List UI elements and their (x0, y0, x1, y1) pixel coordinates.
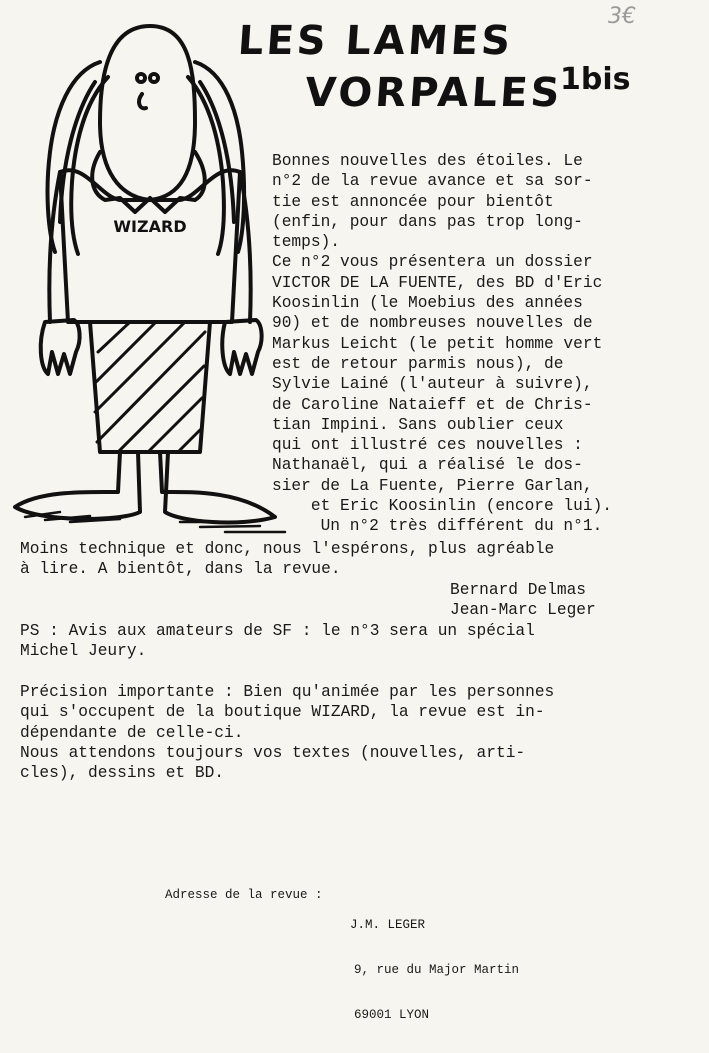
text-line: sier de La Fuente, Pierre Garlan, (272, 476, 593, 495)
eye-left (137, 74, 145, 82)
head (100, 26, 195, 200)
text-line: dépendante de celle-ci. (20, 723, 244, 742)
address-block (165, 888, 520, 1022)
address-city: 69001 LYON (354, 1008, 430, 1022)
eye-right (150, 74, 158, 82)
text-line: tian Impini. Sans oublier ceux (272, 415, 564, 434)
text-line: (enfin, pour dans pas trop long- (272, 212, 583, 231)
signatures (450, 580, 596, 621)
hand-left (41, 320, 80, 374)
text-line: qui ont illustré ces nouvelles : (272, 436, 583, 455)
hand-right (222, 320, 261, 374)
postscript (20, 621, 535, 662)
text-line: VICTOR DE LA FUENTE, des BD d'Eric (272, 273, 603, 292)
text-line: Un n°2 très différent du n°1. (272, 517, 603, 536)
title-line-2: VORPALES (303, 70, 564, 116)
title-line-1: LES LAMES (236, 18, 515, 64)
foot-left (15, 452, 140, 519)
issue-number: 1bis (560, 62, 631, 97)
closing-paragraph (20, 539, 554, 580)
text-line: tie est annoncée pour bientôt (272, 192, 554, 211)
price-note: 3€ (608, 4, 636, 29)
address-label: Adresse de la revue : (165, 888, 323, 902)
text-line: 90) et de nombreuses nouvelles de (272, 314, 593, 333)
address-name: J.M. LEGER (350, 918, 426, 932)
text-line: n°2 de la revue avance et sa sor- (272, 172, 593, 191)
text-line: Sylvie Lainé (l'auteur à suivre), (272, 375, 593, 394)
shirt (60, 170, 240, 322)
text-line: Michel Jeury. (20, 642, 147, 661)
intro-column (272, 151, 612, 537)
signature-name: Jean-Marc Leger (450, 601, 596, 620)
text-line: temps). (272, 233, 340, 252)
text-line: et Eric Koosinlin (encore lui). (272, 497, 612, 516)
address-street: 9, rue du Major Martin (354, 963, 520, 977)
foot-right (160, 452, 275, 522)
text-line: de Caroline Nataieff et de Chris- (272, 395, 593, 414)
precision-paragraph (20, 682, 554, 783)
text-line: qui s'occupent de la boutique WIZARD, la revue est in- (20, 703, 545, 722)
text-line: Moins technique et donc, nous l'espérons, plus agréable (20, 540, 555, 558)
text-line: à lire. A bientôt, dans la revue. (20, 560, 341, 579)
text-line: Nous attendons toujours vos textes (nouvelles, arti- (20, 743, 526, 762)
text-line: Ce n°2 vous présentera un dossier (272, 253, 593, 272)
shirt-text: WIZARD (113, 217, 187, 236)
text-line: Nathanaël, qui a réalisé le dos- (272, 456, 583, 475)
text-line: Koosinlin (le Moebius des années (272, 294, 583, 313)
text-line: Markus Leicht (le petit homme vert (272, 334, 603, 353)
text-line: Précision importante : Bien qu'animée par les personnes (20, 683, 555, 701)
signature-name: Bernard Delmas (450, 581, 586, 599)
text-line: Bonnes nouvelles des étoiles. Le (272, 152, 583, 170)
text-line: cles), dessins et BD. (20, 764, 224, 783)
text-line: est de retour parmis nous), de (272, 354, 564, 373)
wizard-illustration (0, 22, 300, 542)
text-line: PS : Avis aux amateurs de SF : le n°3 sera un spécial (20, 622, 535, 640)
